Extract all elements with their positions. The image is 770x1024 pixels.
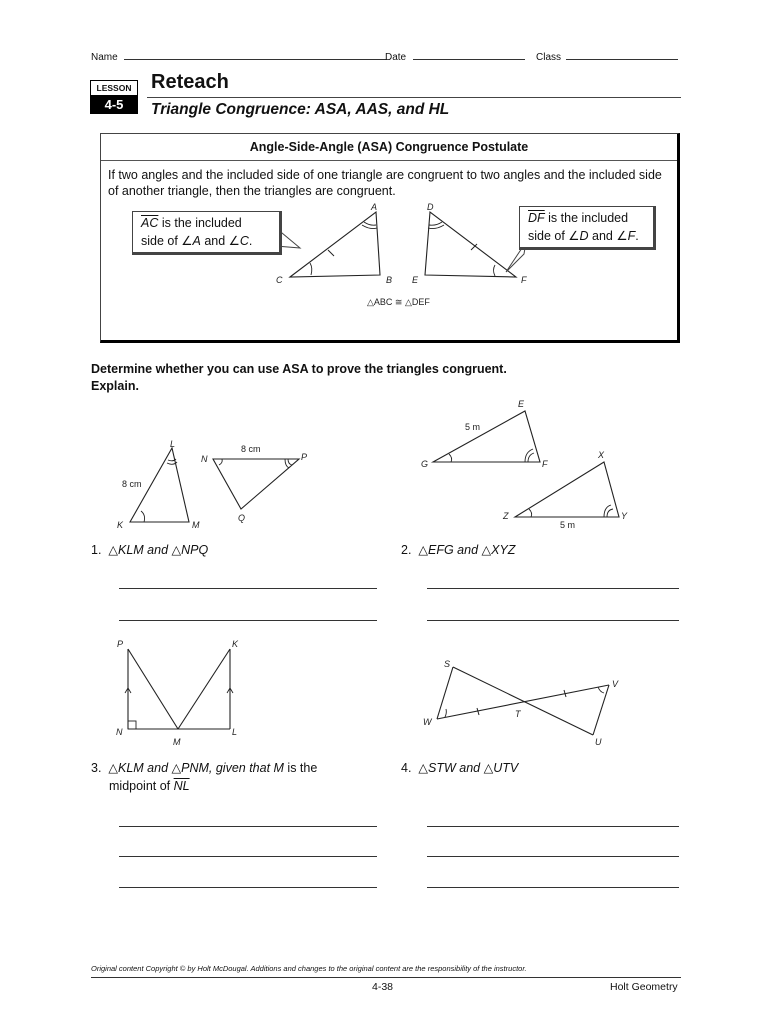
footer-rule	[91, 977, 681, 978]
lesson-label: LESSON	[90, 80, 138, 96]
congruence-statement: △ABC ≅ △DEF	[367, 297, 430, 307]
figure-klm-npq	[110, 438, 325, 533]
answer-line-4b[interactable]	[427, 856, 679, 857]
label-f2: F	[542, 459, 548, 469]
figure-efg-xyz	[415, 396, 640, 531]
question-3: 3. △KLM and △PNM, given that M is the midpoint of $\overline{NL}$	[91, 761, 318, 793]
date-label: Date	[385, 52, 407, 63]
angle-f-arc	[494, 265, 496, 276]
callout-left: $\overline{AC}$ is the included side of ∠A and ∠C.	[132, 211, 282, 255]
label-g: G	[421, 459, 429, 469]
segment-wv	[437, 685, 609, 719]
angle-n-arc	[219, 459, 222, 465]
answer-line-4c[interactable]	[427, 887, 679, 888]
label-b: B	[386, 275, 393, 285]
angle-z-arc	[529, 509, 532, 517]
angle-w-arc	[445, 709, 446, 717]
label-y: Y	[621, 511, 628, 521]
label-ge-length: 5 m	[465, 422, 481, 432]
answer-line-3b[interactable]	[119, 856, 377, 857]
callout-right: $\overline{DF}$ is the included side of ∠D and ∠F.	[519, 206, 656, 250]
label-x: X	[598, 450, 605, 460]
answer-line-3a[interactable]	[119, 826, 377, 827]
label-c: C	[276, 275, 283, 285]
label-m: M	[192, 520, 200, 530]
angle-y-arc-1	[607, 509, 613, 517]
segment-su	[453, 667, 593, 735]
answer-line-2b[interactable]	[427, 620, 679, 621]
angle-c-arc	[310, 263, 312, 275]
angle-f-arc-1	[528, 453, 534, 462]
answer-line-3c[interactable]	[119, 887, 377, 888]
label-zy-length: 5 m	[560, 520, 576, 530]
label-n3: N	[116, 727, 123, 737]
name-field[interactable]	[91, 51, 386, 63]
angle-g-arc	[449, 454, 452, 462]
label-l: L	[170, 439, 176, 449]
title-rule	[147, 97, 681, 98]
angle-f-arc-2	[525, 449, 533, 462]
right-angle-n	[128, 721, 136, 729]
instructions: Determine whether you can use ASA to prove the triangles congruent. Explain.	[91, 362, 507, 393]
label-np-length: 8 cm	[241, 444, 261, 454]
segment-km	[178, 649, 230, 729]
label-t: T	[515, 709, 521, 719]
question-2-text: △EFG and △XYZ	[418, 543, 516, 557]
segment-pm	[128, 649, 178, 729]
label-k: K	[117, 520, 124, 530]
segment-sw	[437, 667, 453, 719]
book-title: Holt Geometry	[610, 981, 678, 993]
page-number: 4-38	[372, 981, 394, 993]
label-e: E	[412, 275, 419, 285]
label-kl-length: 8 cm	[122, 479, 142, 489]
page-title: Reteach	[151, 71, 229, 93]
angle-d-arc-1	[429, 222, 442, 225]
postulate-title: Angle-Side-Angle (ASA) Congruence Postulate	[101, 134, 677, 161]
answer-line-2a[interactable]	[427, 588, 679, 589]
label-s: S	[444, 659, 451, 669]
label-n: N	[201, 454, 208, 464]
asa-postulate-figure	[270, 198, 540, 313]
label-a: A	[371, 202, 378, 212]
answer-line-4a[interactable]	[427, 826, 679, 827]
postulate-statement: If two angles and the included side of one triangle are congruent to two angles and the included side of another triangle, then the triangles are congruent.	[108, 168, 662, 198]
lesson-number: 4-5	[90, 96, 138, 114]
label-f: F	[521, 275, 527, 285]
page-subtitle: Triangle Congruence: ASA, AAS, and HL	[151, 101, 450, 118]
name-label: Name	[91, 52, 118, 63]
question-2: 2. △EFG and △XYZ	[401, 543, 516, 557]
label-v: V	[612, 679, 619, 689]
tick-ac	[328, 250, 334, 256]
label-p3: P	[117, 639, 124, 649]
angle-a-arc-1	[364, 222, 376, 225]
label-e2: E	[518, 399, 525, 409]
label-u: U	[595, 737, 602, 747]
label-m3: M	[173, 737, 181, 747]
label-d: D	[427, 202, 434, 212]
date-field[interactable]	[385, 51, 525, 63]
segment-nl-label: $\overline{NL}$	[173, 779, 190, 793]
answer-line-1b[interactable]	[119, 620, 377, 621]
segment-df: $\overline{DF}$	[528, 211, 545, 225]
label-q: Q	[238, 513, 246, 523]
question-1: 1. △KLM and △NPQ	[91, 543, 209, 557]
segment-vu	[593, 685, 609, 735]
question-4: 4. △STW and △UTV	[401, 761, 519, 775]
label-p: P	[301, 452, 308, 462]
triangle-npq	[213, 459, 299, 509]
label-z: Z	[503, 511, 509, 521]
segment-ac: $\overline{AC}$	[141, 216, 159, 230]
class-label: Class	[536, 52, 562, 63]
label-l3: L	[232, 727, 238, 737]
class-field[interactable]	[536, 51, 678, 63]
label-k3: K	[232, 639, 239, 649]
angle-p-arc-1	[288, 459, 292, 465]
figure-klm-pnm	[110, 635, 250, 750]
angle-k-arc	[141, 511, 145, 522]
angle-v-arc	[598, 687, 604, 693]
figure-stw-utv	[415, 655, 630, 750]
answer-line-1a[interactable]	[119, 588, 377, 589]
footer-copyright: Original content Copyright © by Holt McDougal. Additions and changes to the original content are the responsibility of the instructor.	[91, 964, 527, 973]
question-1-text: △KLM and △NPQ	[108, 543, 209, 557]
question-4-text: △STW and △UTV	[418, 761, 519, 775]
label-w: W	[423, 717, 432, 727]
triangle-xyz	[515, 462, 619, 517]
